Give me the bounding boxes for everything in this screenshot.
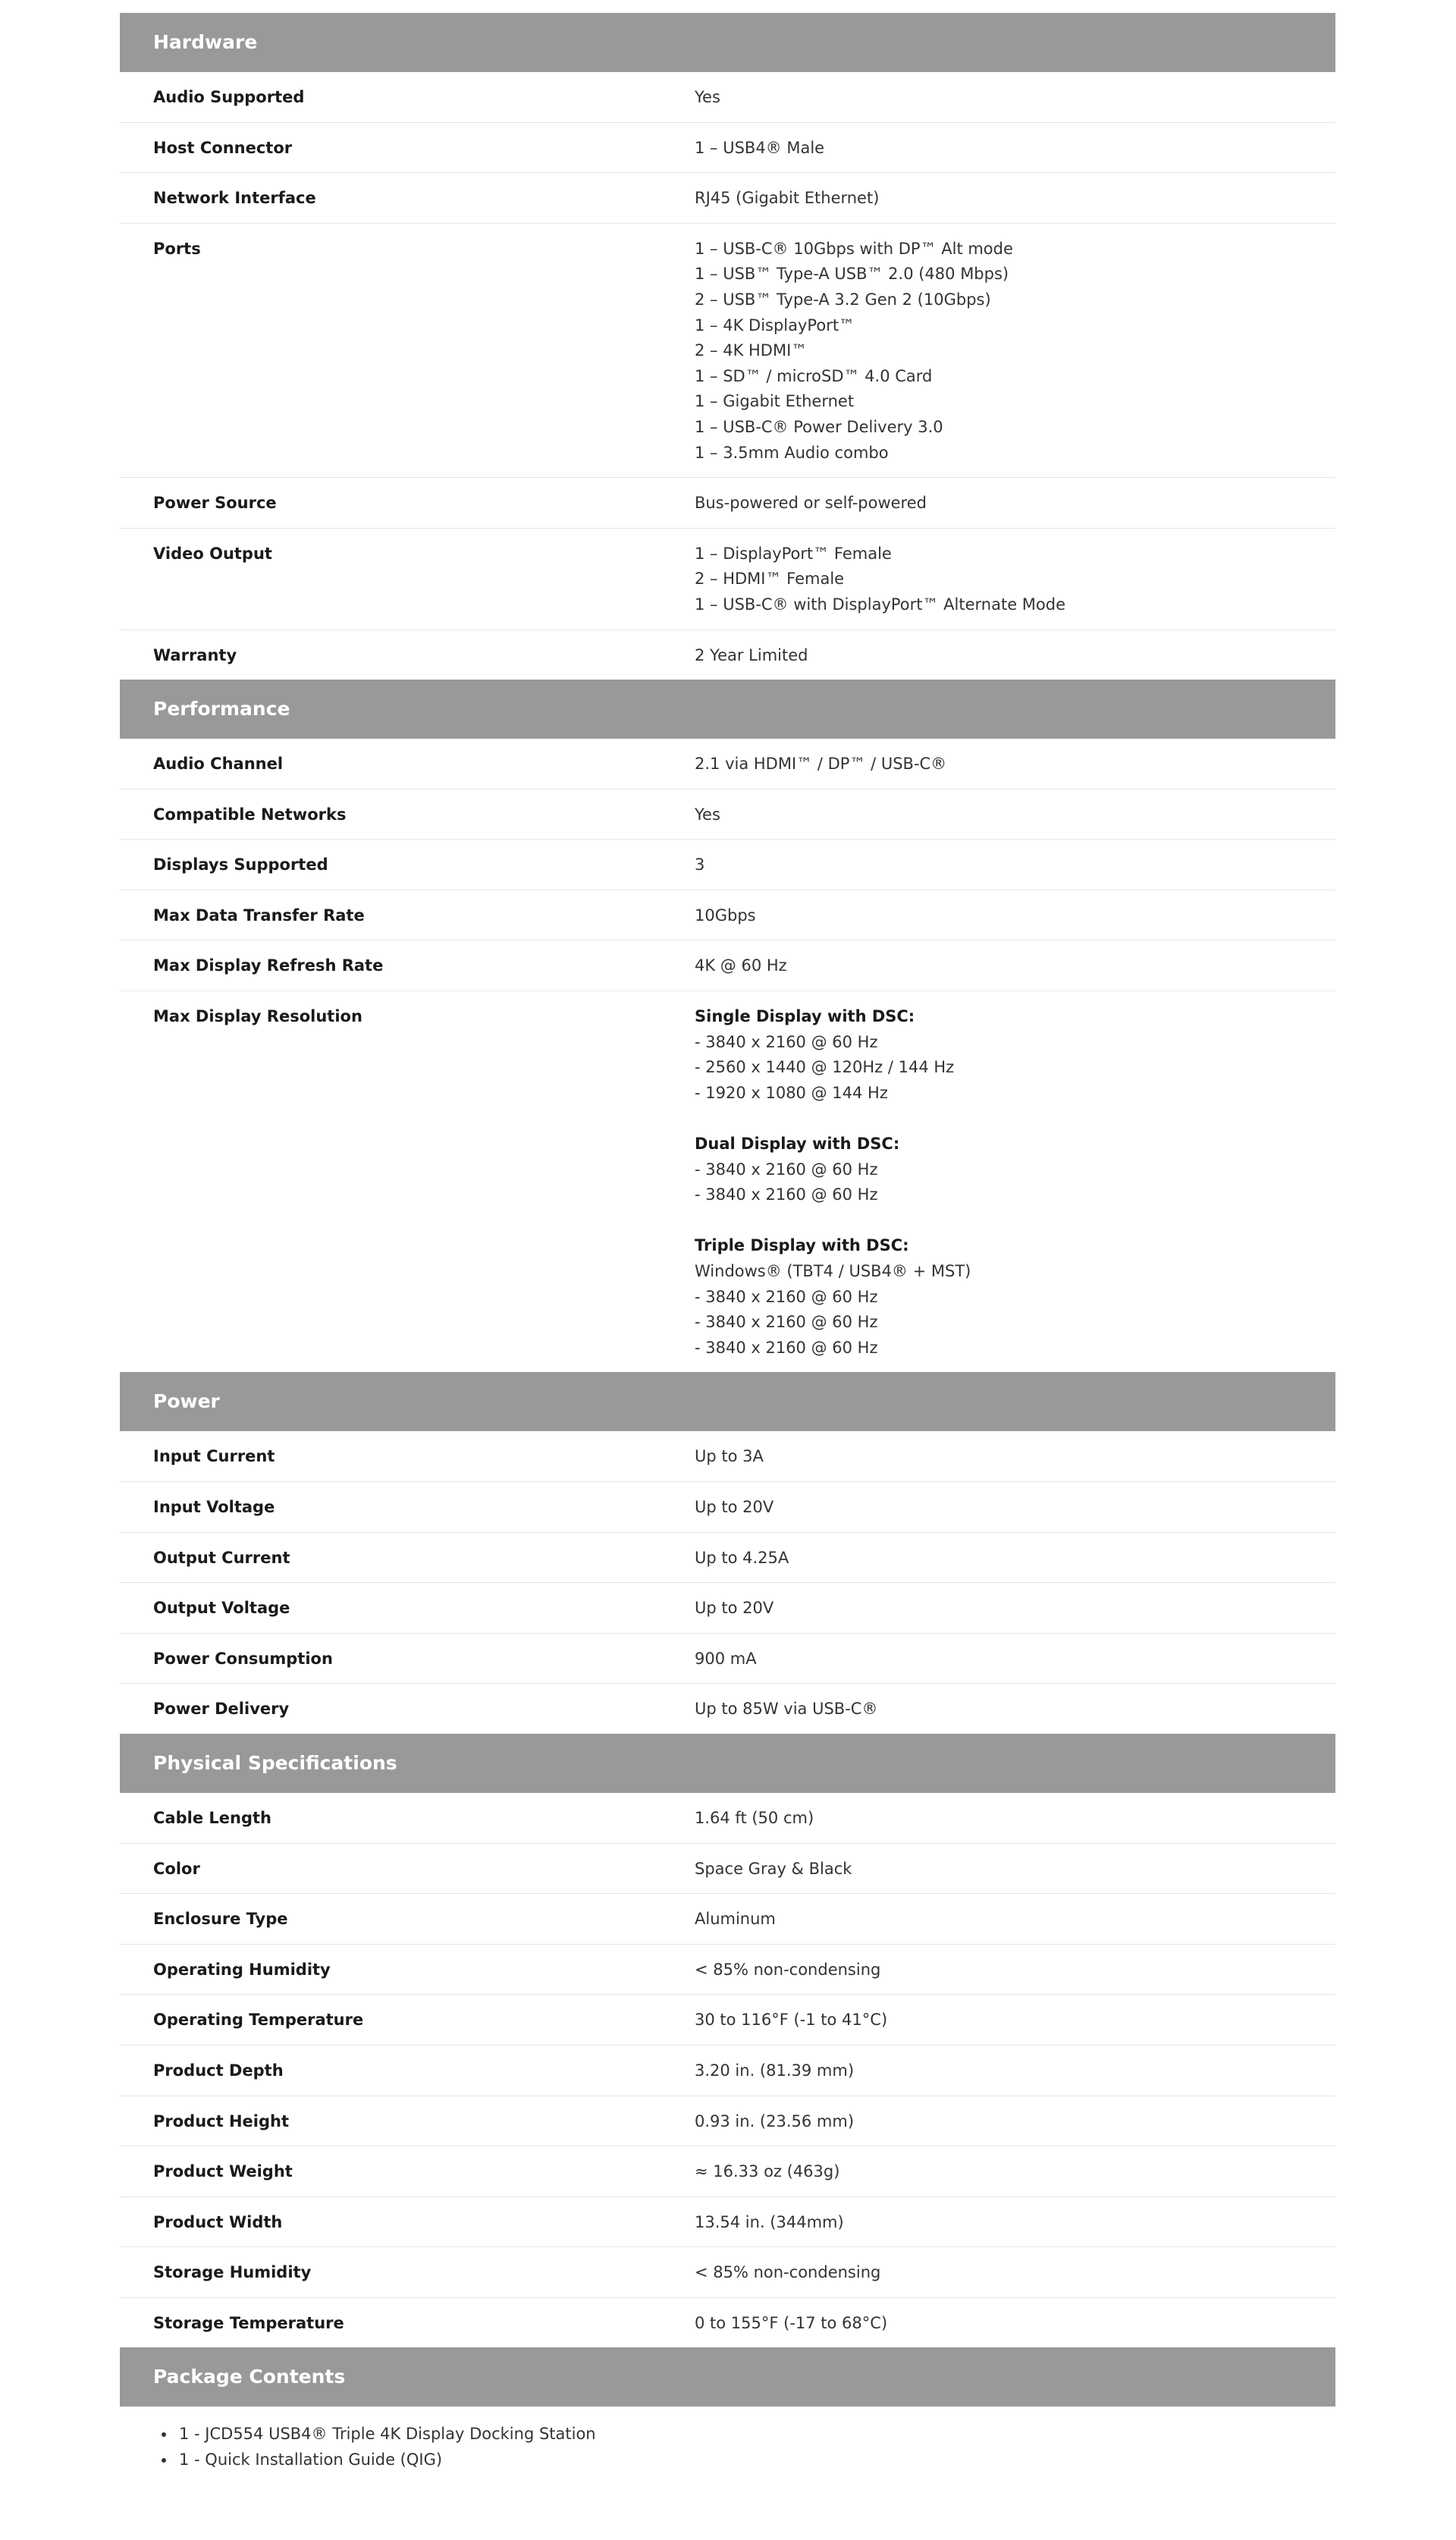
- spec-section-hardware: [120, 13, 1335, 680]
- spec-value-line: 2 – HDMI™ Female: [695, 570, 845, 589]
- spec-row: [120, 2298, 1335, 2348]
- spec-value-line: - 3840 x 2160 @ 60 Hz: [695, 1160, 878, 1179]
- spec-value: [695, 2260, 1335, 2286]
- spec-value: [695, 1857, 1335, 1882]
- spec-label: Power Source: [153, 494, 277, 513]
- spec-value: [695, 136, 1335, 162]
- spec-value-spacer: [695, 1106, 1335, 1132]
- spec-row: [120, 1844, 1335, 1895]
- spec-value-line: 4K @ 60 Hz: [695, 956, 787, 975]
- spec-row: [120, 2247, 1335, 2298]
- spec-row: [120, 173, 1335, 224]
- spec-row: [120, 1793, 1335, 1844]
- spec-value-line: 1 – USB-C® with DisplayPort™ Alternate Mode: [695, 595, 1066, 614]
- spec-row: [120, 72, 1335, 123]
- spec-value-line: 10Gbps: [695, 906, 756, 925]
- spec-value-line: Yes: [695, 805, 720, 824]
- spec-row: [120, 1634, 1335, 1684]
- spec-value-line: 13.54 in. (344mm): [695, 2212, 844, 2231]
- spec-value-line: 3.20 in. (81.39 mm): [695, 2061, 855, 2080]
- spec-value-line: 1 – 4K DisplayPort™: [695, 316, 855, 334]
- package-contents-list: [120, 2422, 1335, 2472]
- spec-value-line: 2.1 via HDMI™ / DP™ / USB-C®: [695, 755, 947, 774]
- spec-label: Power Consumption: [153, 1649, 333, 1668]
- list-item: • 1 - Quick Installation Guide (QIG): [176, 2447, 1335, 2473]
- spec-label: Output Voltage: [153, 1599, 290, 1618]
- section-header: Physical Specifications: [120, 1734, 1335, 1793]
- spec-value-line: 2 – USB™ Type-A 3.2 Gen 2 (10Gbps): [695, 290, 991, 309]
- spec-value: [695, 186, 1335, 212]
- section-header: Hardware: [120, 13, 1335, 72]
- spec-value-line: - 3840 x 2160 @ 60 Hz: [695, 1287, 878, 1306]
- section-header: Power: [120, 1372, 1335, 1431]
- spec-value: [695, 643, 1335, 669]
- spec-value-line: - 2560 x 1440 @ 120Hz / 144 Hz: [695, 1058, 955, 1077]
- spec-value-line: 0.93 in. (23.56 mm): [695, 2111, 855, 2130]
- spec-label: Output Current: [153, 1548, 290, 1567]
- spec-value: [695, 1958, 1335, 1983]
- spec-label: Input Voltage: [153, 1497, 275, 1516]
- spec-row: [120, 123, 1335, 174]
- spec-value-line: < 85% non-condensing: [695, 1960, 881, 1979]
- spec-value-line: Aluminum: [695, 1910, 776, 1929]
- spec-value: [695, 1495, 1335, 1521]
- spec-label: Video Output: [153, 544, 272, 563]
- spec-value: [695, 1697, 1335, 1722]
- spec-value-line: 2 Year Limited: [695, 645, 808, 664]
- spec-row: [120, 739, 1335, 790]
- spec-section-physical-specifications: [120, 1734, 1335, 2348]
- spec-value: [695, 1907, 1335, 1932]
- spec-value: [695, 1444, 1335, 1470]
- spec-value: [695, 85, 1335, 111]
- spec-value: [695, 2058, 1335, 2084]
- spec-row: [120, 2096, 1335, 2147]
- spec-label: Operating Humidity: [153, 1960, 331, 1979]
- spec-row: [120, 529, 1335, 630]
- spec-row: [120, 2046, 1335, 2096]
- spec-label: Ports: [153, 239, 201, 258]
- spec-value-line: 1 – DisplayPort™ Female: [695, 544, 892, 563]
- spec-value: [695, 2008, 1335, 2033]
- spec-value-line: 1 – USB-C® Power Delivery 3.0: [695, 417, 943, 436]
- spec-value-line: RJ45 (Gigabit Ethernet): [695, 189, 880, 208]
- spec-value-spacer: [695, 1208, 1335, 1234]
- spec-value: [695, 542, 1335, 618]
- spec-label: Enclosure Type: [153, 1910, 288, 1929]
- spec-section-power: [120, 1372, 1335, 1734]
- spec-rows: [120, 1793, 1335, 2348]
- spec-row: [120, 840, 1335, 890]
- spec-row: [120, 1533, 1335, 1584]
- spec-row: [120, 224, 1335, 478]
- spec-value: [695, 491, 1335, 516]
- spec-value-line: Windows® (TBT4 / USB4® + MST): [695, 1262, 971, 1280]
- spec-value-line: - 3840 x 2160 @ 60 Hz: [695, 1338, 878, 1357]
- spec-value-line: Up to 20V: [695, 1599, 774, 1618]
- spec-label: Displays Supported: [153, 856, 328, 874]
- spec-label: Product Width: [153, 2212, 283, 2231]
- spec-label: Product Height: [153, 2111, 289, 2130]
- spec-sheet: [120, 13, 1335, 2473]
- spec-value: [695, 2159, 1335, 2185]
- spec-label: Host Connector: [153, 138, 293, 157]
- spec-value-subheading: Triple Display with DSC:: [695, 1236, 909, 1255]
- spec-label: Warranty: [153, 645, 237, 664]
- spec-row: [120, 630, 1335, 680]
- spec-label: Product Depth: [153, 2061, 284, 2080]
- spec-label: Cable Length: [153, 1808, 271, 1827]
- spec-value: [695, 1546, 1335, 1571]
- spec-value-line: 1 – 3.5mm Audio combo: [695, 443, 889, 462]
- spec-rows: [120, 72, 1335, 680]
- spec-row: [120, 1431, 1335, 1482]
- spec-label: Max Display Refresh Rate: [153, 956, 384, 975]
- spec-rows: [120, 1431, 1335, 1734]
- spec-value-line: 1 – USB4® Male: [695, 138, 825, 157]
- spec-value-line: 1.64 ft (50 cm): [695, 1808, 814, 1827]
- spec-value-line: 1 – Gigabit Ethernet: [695, 392, 855, 411]
- spec-value-line: Space Gray & Black: [695, 1859, 852, 1878]
- section-header: Package Contents: [120, 2347, 1335, 2407]
- spec-label: Max Display Resolution: [153, 1007, 362, 1026]
- spec-row: [120, 1945, 1335, 1995]
- list-item: • 1 - JCD554 USB4® Triple 4K Display Docking Station: [176, 2422, 1335, 2447]
- spec-row: [120, 1482, 1335, 1533]
- spec-label: Color: [153, 1859, 200, 1878]
- spec-value-line: Yes: [695, 88, 720, 106]
- spec-row: [120, 890, 1335, 941]
- spec-value-line: Up to 20V: [695, 1497, 774, 1516]
- spec-value: [695, 1596, 1335, 1622]
- spec-value-line: - 3840 x 2160 @ 60 Hz: [695, 1185, 878, 1204]
- spec-label: Max Data Transfer Rate: [153, 906, 365, 925]
- spec-value-line: 2 – 4K HDMI™: [695, 341, 808, 360]
- spec-label: Power Delivery: [153, 1700, 290, 1719]
- spec-value-line: Up to 85W via USB-C®: [695, 1700, 878, 1719]
- spec-value: [695, 2311, 1335, 2337]
- spec-label: Audio Channel: [153, 755, 284, 774]
- spec-value-line: Up to 3A: [695, 1447, 764, 1466]
- spec-row: [120, 1583, 1335, 1634]
- section-header: Performance: [120, 680, 1335, 739]
- spec-row: [120, 991, 1335, 1372]
- spec-row: [120, 1894, 1335, 1945]
- spec-label: Storage Temperature: [153, 2313, 344, 2332]
- spec-value: [695, 1647, 1335, 1672]
- spec-value-line: - 1920 x 1080 @ 144 Hz: [695, 1083, 888, 1102]
- spec-label: Audio Supported: [153, 88, 305, 106]
- spec-value-line: - 3840 x 2160 @ 60 Hz: [695, 1032, 878, 1051]
- spec-label: Compatible Networks: [153, 805, 347, 824]
- spec-value-subheading: Dual Display with DSC:: [695, 1135, 900, 1154]
- spec-rows: [120, 739, 1335, 1372]
- spec-value-line: 1 – SD™ / microSD™ 4.0 Card: [695, 366, 933, 385]
- spec-label: Operating Temperature: [153, 2011, 364, 2030]
- spec-value-line: 1 – USB-C® 10Gbps with DP™ Alt mode: [695, 239, 1013, 258]
- spec-row: [120, 2197, 1335, 2248]
- spec-label: Input Current: [153, 1447, 275, 1466]
- spec-value: [695, 953, 1335, 979]
- spec-value: [695, 903, 1335, 929]
- spec-value-line: 900 mA: [695, 1649, 757, 1668]
- spec-value-line: 3: [695, 856, 705, 874]
- spec-value: [695, 2109, 1335, 2135]
- spec-label: Network Interface: [153, 189, 316, 208]
- spec-value: [695, 1004, 1335, 1361]
- spec-value: [695, 802, 1335, 828]
- spec-value-line: ≈ 16.33 oz (463g): [695, 2162, 840, 2181]
- spec-value-line: < 85% non-condensing: [695, 2263, 881, 2282]
- spec-value: [695, 2210, 1335, 2236]
- spec-section-package-contents: [120, 2347, 1335, 2472]
- spec-row: [120, 478, 1335, 529]
- spec-row: [120, 940, 1335, 991]
- spec-value: [695, 852, 1335, 878]
- spec-label: Product Weight: [153, 2162, 293, 2181]
- spec-row: [120, 2146, 1335, 2197]
- spec-value: [695, 237, 1335, 466]
- spec-value-subheading: Single Display with DSC:: [695, 1007, 915, 1026]
- spec-value-line: 1 – USB™ Type-A USB™ 2.0 (480 Mbps): [695, 265, 1009, 284]
- spec-value-line: Bus-powered or self-powered: [695, 494, 927, 513]
- spec-row: [120, 790, 1335, 840]
- spec-section-performance: [120, 680, 1335, 1372]
- spec-value-line: 0 to 155°F (-17 to 68°C): [695, 2313, 888, 2332]
- spec-row: [120, 1684, 1335, 1734]
- spec-value: [695, 752, 1335, 777]
- spec-row: [120, 1995, 1335, 2046]
- spec-value-line: - 3840 x 2160 @ 60 Hz: [695, 1313, 878, 1332]
- spec-label: Storage Humidity: [153, 2263, 312, 2282]
- spec-value-line: 30 to 116°F (-1 to 41°C): [695, 2011, 888, 2030]
- spec-value-line: Up to 4.25A: [695, 1548, 789, 1567]
- spec-value: [695, 1806, 1335, 1832]
